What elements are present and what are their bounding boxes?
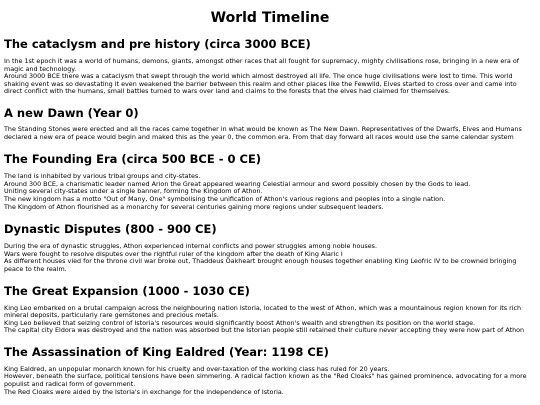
section-body — [4, 243, 536, 273]
section-heading: The cataclysm and pre history (circa 3000 BCE) — [4, 37, 311, 51]
paragraph: The new kingdom has a motto "Out of Many, One" symbolising the unification of Athon's various regions and peoples into a single nation. — [4, 194, 446, 203]
paragraph: The Red Cloaks were aided by the Istoria's in exchange for the independence of Istoria. — [4, 387, 284, 396]
paragraph: King Leo believed that seizing control of Istoria's resources would significantly boost Athon's wealth and strengthen its position on the world stage. — [4, 318, 476, 327]
paragraph: The Standing Stones were erected and all the races came together in what would be known as The New Dawn. Representatives of the Dwarfs, Elves and Humans declared a new era of peace would begin and maked this as the year 0, the common era. From that day forward all races would use the same calendar system — [4, 124, 522, 141]
section-body — [4, 366, 536, 396]
section-heading: The Great Expansion (1000 - 1030 CE) — [4, 283, 250, 298]
section-heading: The Founding Era (circa 500 BCE - 0 CE) — [4, 152, 262, 167]
paragraph: However, beneath the surface, political tensions have been simmering. A radical faction known as the "Red Cloaks" has gained prominence, advocating for a more populist and radical form of government. — [4, 372, 527, 389]
section-body — [4, 173, 536, 211]
paragraph: In the 1st epoch it was a world of humans, demons, giants, amongst other races that all fought for supremacy, mighty civilisations rose, bringing in a new era of magic and technology. — [4, 57, 519, 73]
paragraph: Wars were fought to resolve disputes over the rightful ruler of the kingdom after the death of King Alaric I — [4, 249, 343, 258]
section-great-expansion — [4, 284, 536, 335]
paragraph: Around 3000 BCE there was a cataclysm that swept through the world which almost destroyed all life. The once huge civilisations were lost to time. This world shaking event was so devastating it even weakened the barrier between this realm and other places like the Fewwild, Elves started to cross over and came into direct conflict with the humans, small battles turned to wars over land and claims to the forests that the elves had claimed for themselves. — [4, 72, 517, 96]
section-heading: The Assassination of King Ealdred (Year: 1198 CE) — [4, 344, 329, 359]
paragraph: As different houses vied for the throne civil war broke out, Thaddeus Oakheart brought enough houses together enabling King Leofric IV to be crowned bringing peace to the realm. — [4, 257, 517, 273]
paragraph: The capital city Eldora was destroyed and the nation was absorbed but the Istorian people still retained their culture never accepting they were now part of Athon — [4, 326, 525, 335]
section-assassination — [4, 345, 536, 396]
section-body — [4, 305, 536, 335]
paragraph: During the era of dynastic struggles, Athon experienced internal conflicts and power struggles among noble houses. — [4, 242, 378, 251]
paragraph: The land is inhabited by various tribal groups and city-states. — [4, 172, 201, 181]
paragraph: Around 300 BCE, a charismatic leader named Arion the Great appeared wearing Celestial armour and sword possibly chosen by the Gods to lead. — [4, 179, 471, 188]
section-heading: Dynastic Disputes (800 - 900 CE) — [4, 222, 217, 237]
paragraph: The Kingdom of Athon flourished as a monarchy for several centuries gaining more regions under subsequent leaders. — [4, 202, 384, 211]
section-body — [4, 58, 536, 96]
paragraph: King Leo embarked on a brutal campaign across the neighbouring nation Istoria, located to the west of Athon, which was a mountainous region known for its rich mineral deposits, particularly rare gemstones and precious metals. — [4, 303, 522, 320]
section-body — [4, 126, 536, 141]
paragraph: King Ealdred, an unpopular monarch known for his cruelty and over-taxation of the working class has ruled for 20 years. — [4, 364, 390, 373]
section-cataclysm — [4, 37, 536, 96]
page-title: World Timeline — [210, 10, 330, 26]
section-new-dawn — [4, 106, 536, 141]
section-dynastic-disputes — [4, 222, 536, 273]
paragraph: Uniting several city-states under a single banner, forming the Kingdom of Athon. — [4, 187, 263, 196]
section-founding-era — [4, 152, 536, 211]
section-heading: A new Dawn (Year 0) — [4, 105, 139, 120]
